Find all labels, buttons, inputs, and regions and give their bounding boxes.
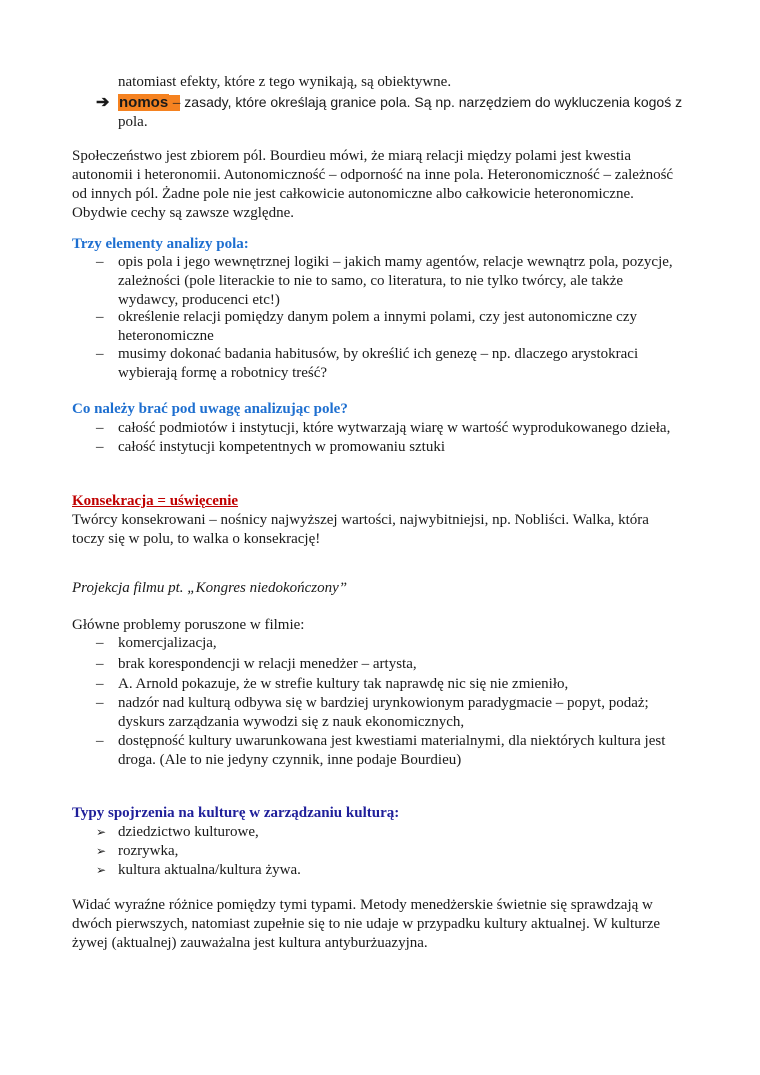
- dash-bullet-icon: –: [96, 346, 104, 362]
- dash-bullet-icon: –: [96, 254, 104, 270]
- consider-heading: Co należy brać pod uwagę analizując pole?: [72, 401, 348, 417]
- continuation-line: natomiast efekty, które z tego wynikają, są obiektywne.: [118, 74, 452, 90]
- triangle-bullet-icon: ➢: [96, 863, 107, 877]
- triangle-bullet-icon: ➢: [96, 825, 107, 839]
- dash-bullet-icon: –: [96, 695, 104, 711]
- consecration-paragraph: Twórcy konsekrowani – nośnicy najwyższej wartości, najwybitniejsi, np. Nobliści. Walka, która toczy się w polu, to walka o konsekrację!: [72, 512, 649, 547]
- dash-bullet-icon: –: [96, 635, 104, 651]
- dash-bullet-icon: –: [96, 439, 104, 455]
- film-title: Projekcja filmu pt. „Kongres niedokończony”: [72, 580, 348, 596]
- society-paragraph: Społeczeństwo jest zbiorem pól. Bourdieu mówi, że miarą relacji między polami jest kwestia autonomii i heteronomii. Autonomiczność – odporność na inne pola. Heteronomiczność – zależność od innych pól. Żadne pole nie jest całkowicie autonomiczne albo całkowicie heteronomiczne. Obydwie cechy są zawsze względne.: [72, 148, 674, 221]
- three-elements-heading: Trzy elementy analizy pola:: [72, 236, 249, 252]
- types-heading: Typy spojrzenia na kulturę w zarządzaniu kulturą:: [72, 805, 400, 821]
- document-page: natomiast efekty, które z tego wynikają, są obiektywne. ➔ nomos – zasady, które określają granice pola. Są np. narzędziem do wykluczenia kogoś z pola. Społeczeństwo jest zbiorem pól. Bourdieu mówi, że miarą relacji między polami jest kwestia autonomii i heteronomii. Autonomiczność – odporność na inne pola. Heteronomiczność – zależność od innych pól. Żadne pole nie jest całkowicie autonomiczne albo całkowicie heteronomiczne. Obydwie cechy są zawsze względne. Trzy elementy analizy pola: – opis pola i jego wewnętrznej logiki – jakich mamy agentów, relacje wewnątrz pola, pozycje, zależności (pole literackie to nie to samo, co literatura, to nie tylko twórcy, ale także wydawcy, producenci etc!) – określenie relacji pomiędzy danym polem a innymi polami, czy jest autonomiczne czy heteronomiczne – musimy dokonać badania habitusów, by określić ich genezę – np. dlaczego arystokraci wybierają formę a robotnicy treść? Co należy brać pod uwagę analizując pole? – całość podmiotów i instytucji, które wytwarzają wiarę w wartość wyprodukowanego dzieła, – całość instytucji kompetentnych w promowaniu sztuki Konsekracja = uświęcenie Twórcy konsekrowani – nośnicy najwyższej wartości, najwybitniejsi, np. Nobliści. Walka, która toczy się w polu, to walka o konsekrację! Projekcja filmu pt. „Kongres niedokończony” Główne problemy poruszone w filmie: – komercjalizacja, – brak korespondencji w relacji menedżer – artysta, – A. Arnold pokazuje, że w strefie kultury tak naprawdę nic się nie zmieniło, – nadzór nad kulturą odbywa się w bardziej urynkowionym paradygmacie – popyt, podaż; dyskurs zarządzania wywodzi się z nauk ekonomicznych, – dostępność kultury uwarunkowana jest kwestiami materialnymi, dla niektórych kultura jest droga. (Ale to nie jedyny czynnik, inne podaje Bourdieu) Typy spojrzenia na kulturę w zarządzaniu kulturą: ➢ dziedzictwo kulturowe, ➢ rozrywka, ➢ kultura aktualna/kultura żywa. Widać wyraźne różnice pomiędzy tymi typami. Metody menedżerskie świetnie się sprawdzają w dwóch pierwszych, natomiast zupełnie się to nie udaje w przypadku kultury aktualnej. W kulturze żywej (aktualnej) zauważalna jest kultura antyburżuazyjna.: [0, 0, 760, 1075]
- arrow-bullet-icon: ➔: [96, 94, 110, 111]
- dash-bullet-icon: –: [96, 309, 104, 325]
- dash-bullet-icon: –: [96, 656, 104, 672]
- dash-bullet-icon: –: [96, 676, 104, 692]
- nomos-dash: –: [169, 95, 181, 111]
- triangle-bullet-icon: ➢: [96, 844, 107, 858]
- consecration-heading: Konsekracja = uświęcenie: [72, 493, 239, 509]
- dash-bullet-icon: –: [96, 733, 104, 749]
- closing-paragraph: Widać wyraźne różnice pomiędzy tymi typami. Metody menedżerskie świetnie się sprawdzają w dwóch pierwszych, natomiast zupełnie się to nie udaje w przypadku kultury aktualnej. W kulturze żywej (aktualnej) zauważalna jest kultura antyburżuazyjna.: [72, 897, 661, 951]
- film-intro: Główne problemy poruszone w filmie:: [72, 617, 305, 633]
- dash-bullet-icon: –: [96, 420, 104, 436]
- nomos-highlight: nomos: [119, 94, 169, 111]
